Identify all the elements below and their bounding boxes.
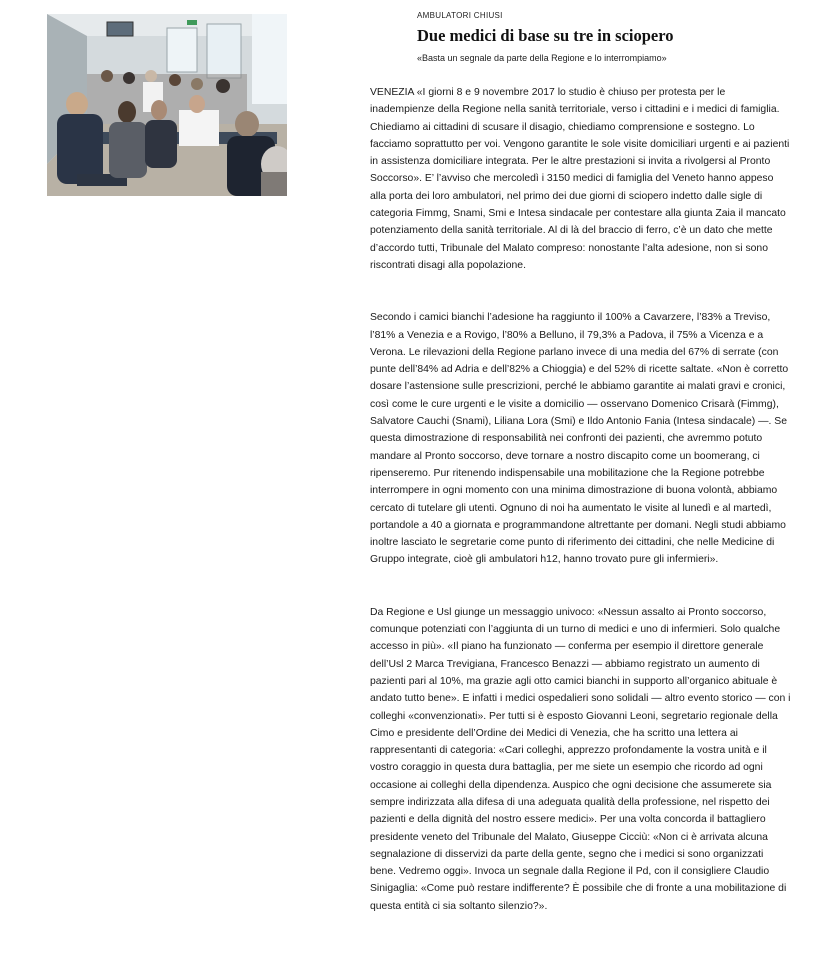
article-paragraph: Da Regione e Usl giunge un messaggio univoco: «Nessun assalto ai Pronto soccorso, comunque potenziati con l’aggiunta di un turno di medici e uno di infermieri. Solo qualche accesso in più». «Il piano ha funzionato — conferma per esempio il direttore generale dell’Usl 2 Marca Trevigiana, Francesco Benazzi — abbiamo registrato un aumento di pazienti pari al 10%, ma grazie agli otto camici bianchi in supporto all’organico abituale è andato tutto bene». E infatti i medici ospedalieri sono solidali — altro evento storico — con i colleghi «convenzionati». Per tutti si è esposto Giovanni Leoni, segretario regionale della Cimo e presidente dell’Ordine dei Medici di Venezia, che ha scritto una lettera ai rappresentanti di categoria: «Cari colleghi, apprezzo profondamente la vostra unità e il vostro coraggio in questa dura battaglia, per me siete un esempio che ricordo ad ogni occasione ai colleghi della dipendenza. Auspico che ogni decisione che assumerete sia sempre indirizzata alla difesa di una adeguata qualità della professione, nel rispetto dei pazienti e della dignità del nostro essere medici». Per una volta concorda il battagliero presidente veneto del Tribunale del Malato, Giuseppe Cicciù: «Non ci è arrivata alcuna segnalazione di disservizi da parte della gente, segno che i medici si sono organizzati bene. Vedremo oggi». Invoca un segnale dalla Regione il Pd, con il consigliere Claudio Sinigaglia: «Come può restare indifferente? È possibile che di fronte a una mobilitazione di questa entità ci sia soltanto silenzio?». [370,606,791,912]
article-subhead: «Basta un segnale da parte della Regione e lo interrompiamo» [417,53,667,63]
article-body [370,84,792,915]
article-kicker: AMBULATORI CHIUSI [417,11,503,20]
article-photo [47,14,287,196]
article-headline: Due medici di base su tre in sciopero [417,26,674,45]
waiting-room-photo-icon [47,14,287,196]
article-paragraph: Secondo i camici bianchi l’adesione ha raggiunto il 100% a Cavarzere, l’83% a Treviso, l’81% a Venezia e a Rovigo, l’80% a Belluno, il 79,3% a Padova, il 75% a Vicenza e a Verona. Le rilevazioni della Regione parlano invece di una media del 67% di serrate (con punte dell’84% ad Adria e dell’82% a Chioggia) e del 52% di ricette saltate. «Non è corretto dosare l’astensione sulle prescrizioni, perché le abbiamo garantite ai malati gravi e cronici, così come le cure urgenti e le visite a domicilio — osservano Domenico Crisarà (Fimmg), Salvatore Cauchi (Snami), Liliana Lora (Smi) e Ildo Antonio Fania (Intesa sindacale) —. Se questa dimostrazione di responsabilità nei confronti dei pazienti, che avremmo potuto mandare al Pronto soccorso, deve tornare a nostro discapito come un boomerang, ci ripenseremo. Pur ritenendo indispensabile una mobilitazione che la Regione potrebbe interrompere in ogni momento con una minima dimostrazione di buona volontà, abbiamo cercato di tutelare gli utenti. Ognuno di noi ha aumentato le visite al lunedì e al martedì, portandole a 40 a giornata e programmandone altrettante per domani. Negli studi abbiamo inoltre lasciato le segretarie come punto di riferimento dei cittadini, che nelle Medicine di Gruppo integrate, cioè gli ambulatori h12, hanno trovato pure gli infermieri». [370,312,789,566]
article-paragraph: VENEZIA «I giorni 8 e 9 novembre 2017 lo studio è chiuso per protesta per le inadempienze della Regione nella sanità territoriale, verso i cittadini e i medici di famiglia. Chiediamo ai cittadini di scusare il disagio, chiediamo comprensione e sostegno. Lo facciamo soprattutto per voi. Vengono garantite le sole visite domiciliari urgenti e ai pazienti in assistenza domiciliare integrata. Per le altre prestazioni si invita a rivolgersi al Pronto Soccorso». E’ l’avviso che mercoledì i 3150 medici di famiglia del Veneto hanno appeso alla porta dei loro ambulatori, nel primo dei due giorni di sciopero indetto dalle sigle di categoria Fimmg, Snami, Smi e Intesa sindacale per contestare alla giunta Zaia il mancato potenziamento della sanità territoriale. Al di là del braccio di ferro, c’è un dato che mette d’accordo tutti, Tribunale del Malato compreso: nonostante l’alta adesione, non si sono riscontrati disagi alla popolazione. [370,87,790,271]
